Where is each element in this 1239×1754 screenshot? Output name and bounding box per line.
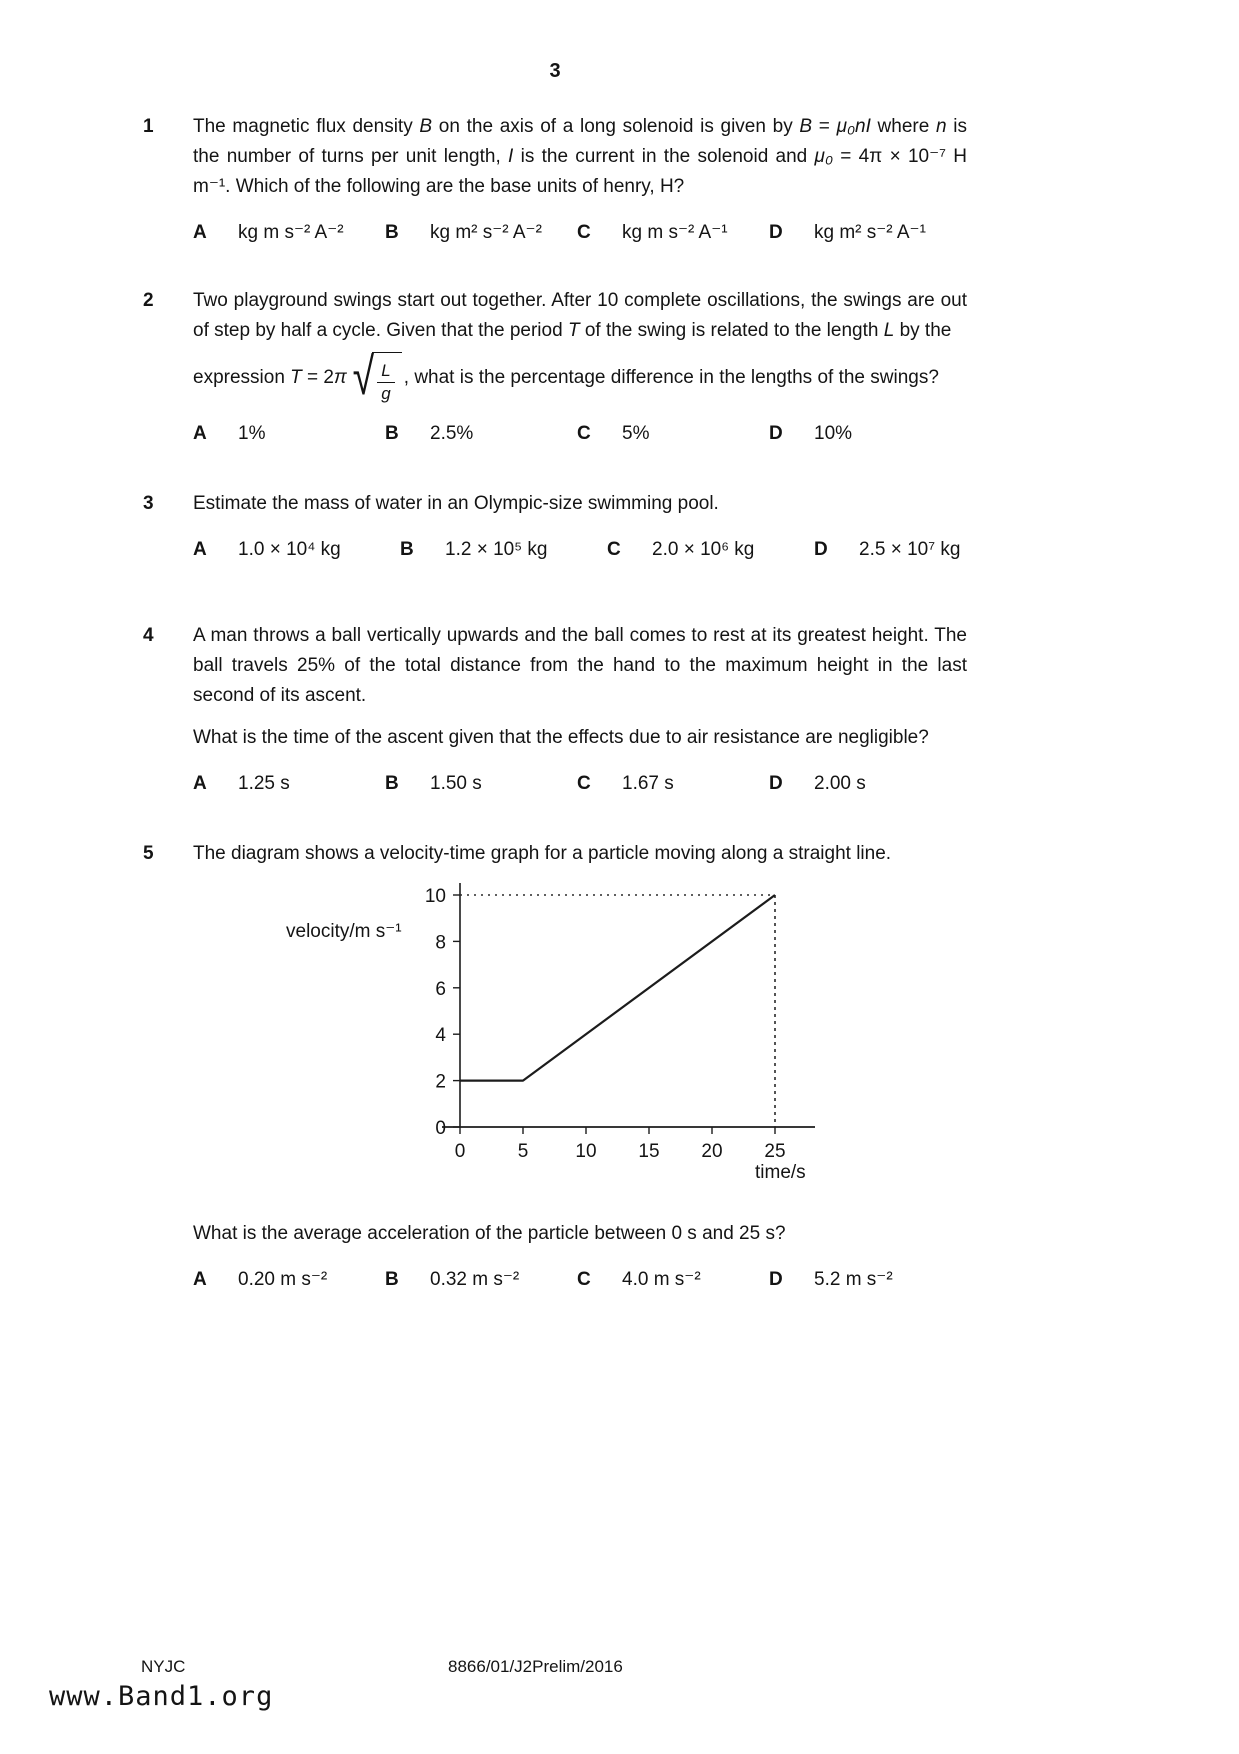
option-value: 1% [238, 423, 266, 445]
x-tick-label: 10 [575, 1141, 597, 1163]
option-value: 2.5% [430, 423, 474, 445]
option-letter: B [385, 1269, 399, 1291]
option-value: 1.67 s [622, 773, 674, 795]
option-d [769, 419, 961, 449]
question-4-options [193, 769, 967, 799]
option-letter: B [385, 423, 399, 445]
option-letter: D [769, 222, 783, 243]
question-4-body [193, 621, 967, 799]
sqrt-content [372, 352, 401, 403]
x-tick-label: 25 [764, 1141, 786, 1163]
option-a [193, 769, 385, 799]
option-value: 2.00 s [814, 773, 866, 795]
option-b [385, 419, 577, 449]
question-2-text: Two playground swings start out together. After 10 complete oscillations, the swings are out of step by half a cycle. Given that the period T of the swing is related to the length L by the [193, 290, 967, 341]
x-tick-label: 0 [454, 1141, 466, 1163]
formula-suffix: , what is the percentage difference in the lengths of the swings? [403, 366, 939, 388]
footer-school: NYJC [141, 1657, 186, 1676]
velocity-line [460, 895, 775, 1081]
option-letter: C [577, 222, 591, 243]
sqrt-sign: √ [352, 348, 374, 407]
fraction-denominator: g [381, 383, 391, 403]
option-value: 2.0 × 10⁶ kg [652, 539, 755, 561]
question-5-options [193, 1265, 967, 1295]
y-tick-label: 4 [435, 1025, 446, 1047]
option-letter: A [193, 423, 207, 445]
option-d [769, 769, 961, 799]
velocity-time-graph [250, 875, 830, 1185]
question-3-text: Estimate the mass of water in an Olympic-size swimming pool. [193, 493, 719, 515]
option-letter: B [385, 773, 399, 795]
option-letter: C [577, 1269, 591, 1291]
option-letter: A [193, 773, 207, 795]
option-value: 5% [622, 423, 650, 445]
y-tick-label: 10 [424, 886, 446, 908]
option-b [385, 769, 577, 799]
question-4-number: 4 [143, 625, 154, 647]
option-letter: D [769, 423, 783, 445]
option-b [385, 1265, 577, 1295]
question-2-body [193, 286, 967, 449]
square-root [349, 348, 402, 407]
option-value: 1.2 × 10⁵ kg [445, 539, 548, 561]
x-tick-label: 15 [638, 1141, 660, 1163]
option-value: 1.0 × 10⁴ kg [238, 539, 341, 561]
question-1-number: 1 [143, 116, 154, 137]
option-value: kg m² s⁻² A⁻¹ [814, 222, 926, 243]
option-c [577, 218, 769, 248]
chart-container [250, 875, 967, 1195]
option-a [193, 1265, 385, 1295]
question-5-body [193, 839, 967, 1295]
option-d [814, 535, 1021, 565]
question-2-number: 2 [143, 290, 154, 311]
option-value: kg m s⁻² A⁻¹ [622, 222, 728, 243]
question-1 [143, 112, 967, 248]
page-number: 3 [549, 60, 561, 82]
option-letter: D [769, 1269, 783, 1291]
option-letter: A [193, 1269, 207, 1291]
option-letter: B [385, 222, 399, 243]
question-4-text: A man throws a ball vertically upwards and the ball comes to rest at its greatest height. The ball travels 25% of the total distance from the hand to the maximum height in the last second of its ascent. [193, 625, 967, 707]
x-tick-label: 5 [517, 1141, 529, 1163]
question-3-number: 3 [143, 493, 154, 515]
question-5-number: 5 [143, 843, 154, 865]
option-value: 1.25 s [238, 773, 290, 795]
question-5 [143, 839, 967, 1295]
y-tick-label: 0 [435, 1118, 446, 1140]
option-d [769, 1265, 961, 1295]
question-2 [143, 286, 967, 449]
option-value: 2.5 × 10⁷ kg [859, 539, 961, 561]
option-letter: A [193, 539, 207, 561]
option-value: kg m s⁻² A⁻² [238, 222, 344, 243]
option-value: 10% [814, 423, 853, 445]
y-tick-label: 6 [435, 978, 446, 1000]
option-a [193, 419, 385, 449]
question-3-body [193, 489, 1021, 565]
option-c [607, 535, 814, 565]
y-tick-label: 2 [435, 1071, 446, 1093]
question-2-options [193, 419, 967, 449]
question-5-text-2: What is the average acceleration of the particle between 0 s and 25 s? [193, 1223, 786, 1245]
option-letter: C [607, 539, 621, 561]
option-letter: C [577, 773, 591, 795]
option-letter: B [400, 539, 414, 561]
option-letter: A [193, 222, 207, 243]
formula-prefix: expression T = 2π [193, 366, 347, 388]
question-1-options [193, 218, 967, 248]
question-2-formula-row [193, 348, 967, 407]
option-a [193, 218, 385, 248]
option-value: 4.0 m s⁻² [622, 1269, 701, 1291]
option-a [193, 535, 400, 565]
option-value: 5.2 m s⁻² [814, 1269, 893, 1291]
y-tick-label: 8 [435, 932, 446, 954]
option-value: 0.20 m s⁻² [238, 1269, 328, 1291]
fraction-numerator: L [377, 361, 394, 383]
question-4-text-2: What is the time of the ascent given that the effects due to air resistance are negligible? [193, 727, 929, 749]
watermark-url: www.Band1.org [49, 1681, 274, 1712]
question-4 [143, 621, 967, 799]
option-letter: D [814, 539, 828, 561]
option-c [577, 1265, 769, 1295]
y-axis-label: velocity/m s⁻¹ [286, 921, 402, 943]
option-b [400, 535, 607, 565]
footer-paper-code: 8866/01/J2Prelim/2016 [448, 1657, 623, 1676]
option-d [769, 218, 961, 248]
question-5-text: The diagram shows a velocity-time graph for a particle moving along a straight line. [193, 843, 892, 865]
option-c [577, 769, 769, 799]
option-value: kg m² s⁻² A⁻² [430, 222, 542, 243]
option-c [577, 419, 769, 449]
x-tick-label: 20 [701, 1141, 723, 1163]
option-b [385, 218, 577, 248]
option-letter: D [769, 773, 783, 795]
option-value: 0.32 m s⁻² [430, 1269, 520, 1291]
option-letter: C [577, 423, 591, 445]
question-3-options [193, 535, 1021, 565]
x-axis-label: time/s [755, 1162, 806, 1184]
question-1-text: The magnetic flux density B on the axis of a long solenoid is given by B = μ₀nI where n is the number of turns per unit length, I is the current in the solenoid and μ₀ = 4π × 10⁻⁷ H m⁻¹. Which of the following are the base units of henry, H? [193, 116, 968, 197]
option-value: 1.50 s [430, 773, 482, 795]
question-3 [143, 489, 967, 565]
fraction [377, 361, 394, 403]
question-1-body [193, 112, 967, 248]
